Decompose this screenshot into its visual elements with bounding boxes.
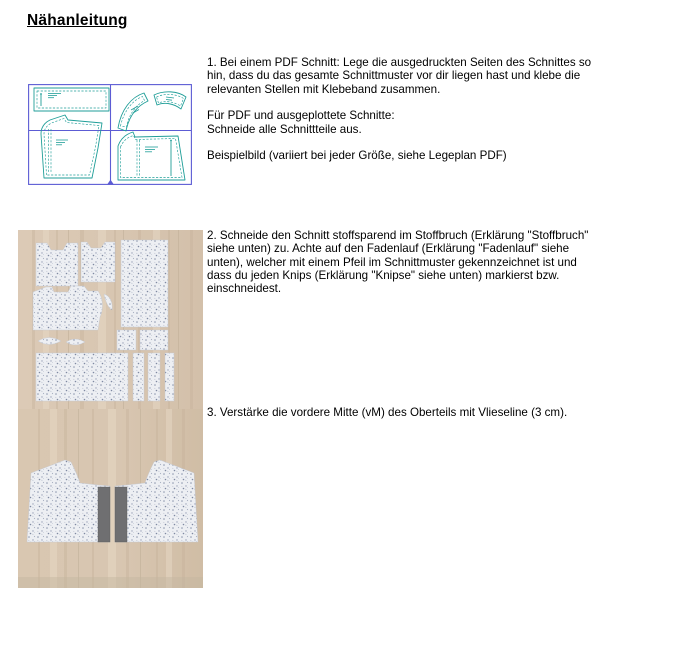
instruction-line: Für PDF und ausgeplottete Schnitte: (207, 109, 395, 123)
pattern-layout-diagram (28, 84, 192, 185)
instruction-line: relevanten Stellen mit Klebeband zusammen. (207, 82, 441, 96)
fabric-piece-rectangle-small-2 (140, 330, 168, 350)
instruction-line: 2. Schneide den Schnitt stoffsparend im Stoffbruch (Erklärung "Stoffbruch" (207, 229, 589, 242)
instruction-line: 3. Verstärke die vordere Mitte (vM) des Oberteils mit Vlieseline (3 cm). (207, 406, 568, 419)
bodice-with-interfacing-photo-svg (18, 409, 203, 588)
cut-fabric-pieces-photo (18, 230, 203, 409)
fabric-strip-1 (133, 353, 144, 401)
cut-fabric-pieces-photo-svg (18, 230, 203, 409)
instruction-line: Beispielbild (variiert bei jeder Größe, siehe Legeplan PDF) (207, 149, 507, 163)
fabric-strip-3 (165, 353, 174, 401)
instruction-line: dass du jeden Knips (Erklärung "Knipse" siehe unten) markierst bzw. (207, 269, 560, 283)
page-title: Nähanleitung (27, 12, 128, 29)
fabric-piece-rectangle-small-1 (117, 330, 136, 350)
step2-paragraph-1 (207, 229, 689, 296)
bodice-with-interfacing-photo (18, 409, 203, 588)
fabric-piece-bottom-rectangle (36, 353, 128, 401)
fabric-strip-2 (148, 353, 160, 401)
fabric-piece-large-rectangle (121, 240, 168, 327)
step3-paragraph-1 (207, 406, 689, 419)
interfacing-strip-left (98, 487, 110, 542)
instruction-line: siehe unten) zu. Achte auf den Fadenlauf (Erklärung "Fadenlauf" siehe (207, 242, 570, 256)
step3-instructions (207, 406, 689, 419)
interfacing-strip-right (115, 487, 127, 542)
step1-paragraph-2 (207, 109, 689, 136)
instruction-line: Schneide alle Schnittteile aus. (207, 122, 362, 136)
step1-paragraph-3 (207, 149, 689, 162)
step1-paragraph-1 (207, 56, 689, 96)
step1-instructions (207, 56, 689, 163)
instruction-line: unten), welcher mit einem Pfeil im Schnittmuster gekennzeichnet ist und (207, 255, 577, 269)
step2-instructions (207, 229, 689, 296)
pattern-layout-diagram-svg (28, 84, 192, 185)
instruction-line: einschneidest. (207, 282, 282, 296)
fabric-piece-front-bodice (33, 286, 102, 330)
instruction-line: 1. Bei einem PDF Schnitt: Lege die ausgedruckten Seiten des Schnittes so (207, 56, 592, 69)
instruction-line: hin, dass du das gesamte Schnittmuster vor dir liegen hast und klebe die (207, 69, 581, 83)
fabric-piece-back-right (81, 242, 115, 282)
